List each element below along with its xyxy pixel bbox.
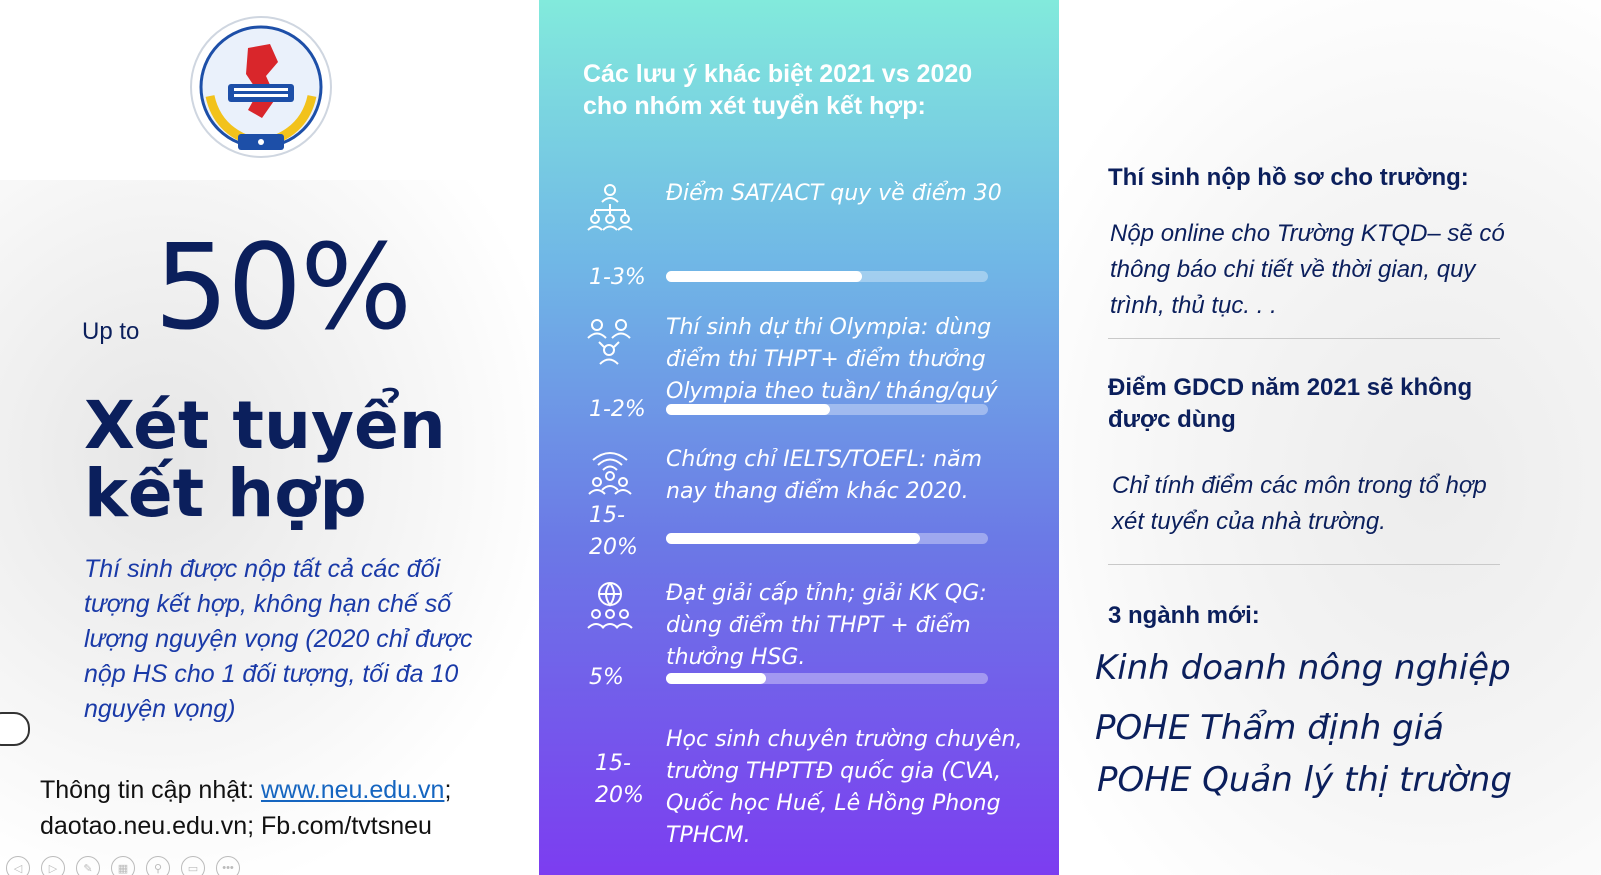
item-1-text: Điểm SAT/ACT quy về điểm 30 — [666, 181, 1002, 206]
divider-1 — [1108, 338, 1500, 339]
people-connection-icon — [585, 318, 635, 368]
side-tab-handle[interactable] — [0, 712, 30, 746]
item-4-progress-fill — [666, 673, 766, 684]
next-slide-icon[interactable]: ▷ — [41, 856, 65, 875]
title-line-2: kết hợp — [84, 455, 367, 532]
broadcast-group-icon — [585, 446, 635, 496]
item-3-progress-fill — [666, 533, 920, 544]
percent-headline: 50% — [154, 218, 411, 356]
page-title — [84, 387, 504, 532]
up-to-label: Up to — [82, 318, 140, 345]
globe-group-icon — [585, 580, 635, 630]
item-1-percent: 1-3% — [589, 265, 646, 290]
panel-title: Các lưu ý khác biệt 2021 vs 2020 cho nhóm xét tuyển kết hợp: — [583, 60, 973, 120]
item-2-progress-bar — [666, 404, 988, 415]
item-3-percent: 15-20% — [589, 503, 638, 560]
footer-line-2: daotao.neu.edu.vn; Fb.com/tvtsneu — [40, 812, 432, 840]
footer-info — [40, 772, 520, 844]
more-icon[interactable]: ••• — [216, 856, 240, 875]
item-2-text: Thí sinh dự thi Olympia: dùng điểm thi THPT+ điểm thưởng Olympia theo tuần/ tháng/quý — [666, 315, 998, 404]
presentation-toolbar — [6, 856, 240, 875]
subtitles-icon[interactable]: ▭ — [181, 856, 205, 875]
differences-panel — [539, 0, 1059, 875]
left-description: Thí sinh được nộp tất cả các đối tượng kết hợp, không hạn chế số lượng nguyện vọng (2020 chỉ được nộp HS cho 1 đối tượng, tối đa 10 nguyện vọng) — [84, 555, 473, 723]
submission-body: Nộp online cho Trường KTQD– sẽ có thông báo chi tiết về thời gian, quy trình, thủ tục. . . — [1110, 220, 1505, 319]
zoom-icon[interactable]: ⚲ — [146, 856, 170, 875]
item-4-text: Đạt giải cấp tỉnh; giải KK QG: dùng điểm thi THPT + điểm thưởng HSG. — [666, 581, 987, 670]
item-5-percent: 15-20% — [595, 751, 644, 808]
divider-2 — [1108, 564, 1500, 565]
item-1-progress-bar — [666, 271, 988, 282]
previous-slide-icon[interactable]: ◁ — [6, 856, 30, 875]
title-line-1: Xét tuyển — [84, 387, 446, 464]
gdcd-body: Chỉ tính điểm các môn trong tổ hợp xét tuyển của nhà trường. — [1112, 472, 1487, 535]
item-5-text: Học sinh chuyên trường chuyên, trường THPTTĐ quốc gia (CVA, Quốc học Huế, Lê Hồng Phong TPHCM. — [666, 727, 1023, 848]
item-4-progress-bar — [666, 673, 988, 684]
item-2-progress-fill — [666, 404, 830, 415]
pen-icon[interactable]: ✎ — [76, 856, 100, 875]
footer-separator: ; — [444, 776, 452, 804]
new-majors-heading: 3 ngành mới: — [1108, 602, 1260, 629]
website-link[interactable]: www.neu.edu.vn — [260, 776, 445, 804]
item-2-percent: 1-2% — [589, 397, 646, 422]
item-3-text: Chứng chỉ IELTS/TOEFL: năm nay thang điểm khác 2020. — [666, 447, 983, 504]
slides-grid-icon[interactable]: ▦ — [111, 856, 135, 875]
university-logo — [188, 14, 334, 160]
item-1-progress-fill — [666, 271, 862, 282]
new-major-3: POHE Quản lý thị trường — [1097, 760, 1512, 800]
footer-prefix: Thông tin cập nhật: — [40, 776, 261, 804]
item-3-progress-bar — [666, 533, 988, 544]
new-major-1: Kinh doanh nông nghiệp — [1095, 648, 1511, 688]
gdcd-heading: Điểm GDCD năm 2021 sẽ không được dùng — [1108, 374, 1473, 433]
org-chart-icon — [585, 182, 635, 232]
item-4-percent: 5% — [589, 665, 624, 690]
new-major-2: POHE Thẩm định giá — [1095, 708, 1444, 748]
submission-heading: Thí sinh nộp hồ sơ cho trường: — [1108, 164, 1469, 191]
